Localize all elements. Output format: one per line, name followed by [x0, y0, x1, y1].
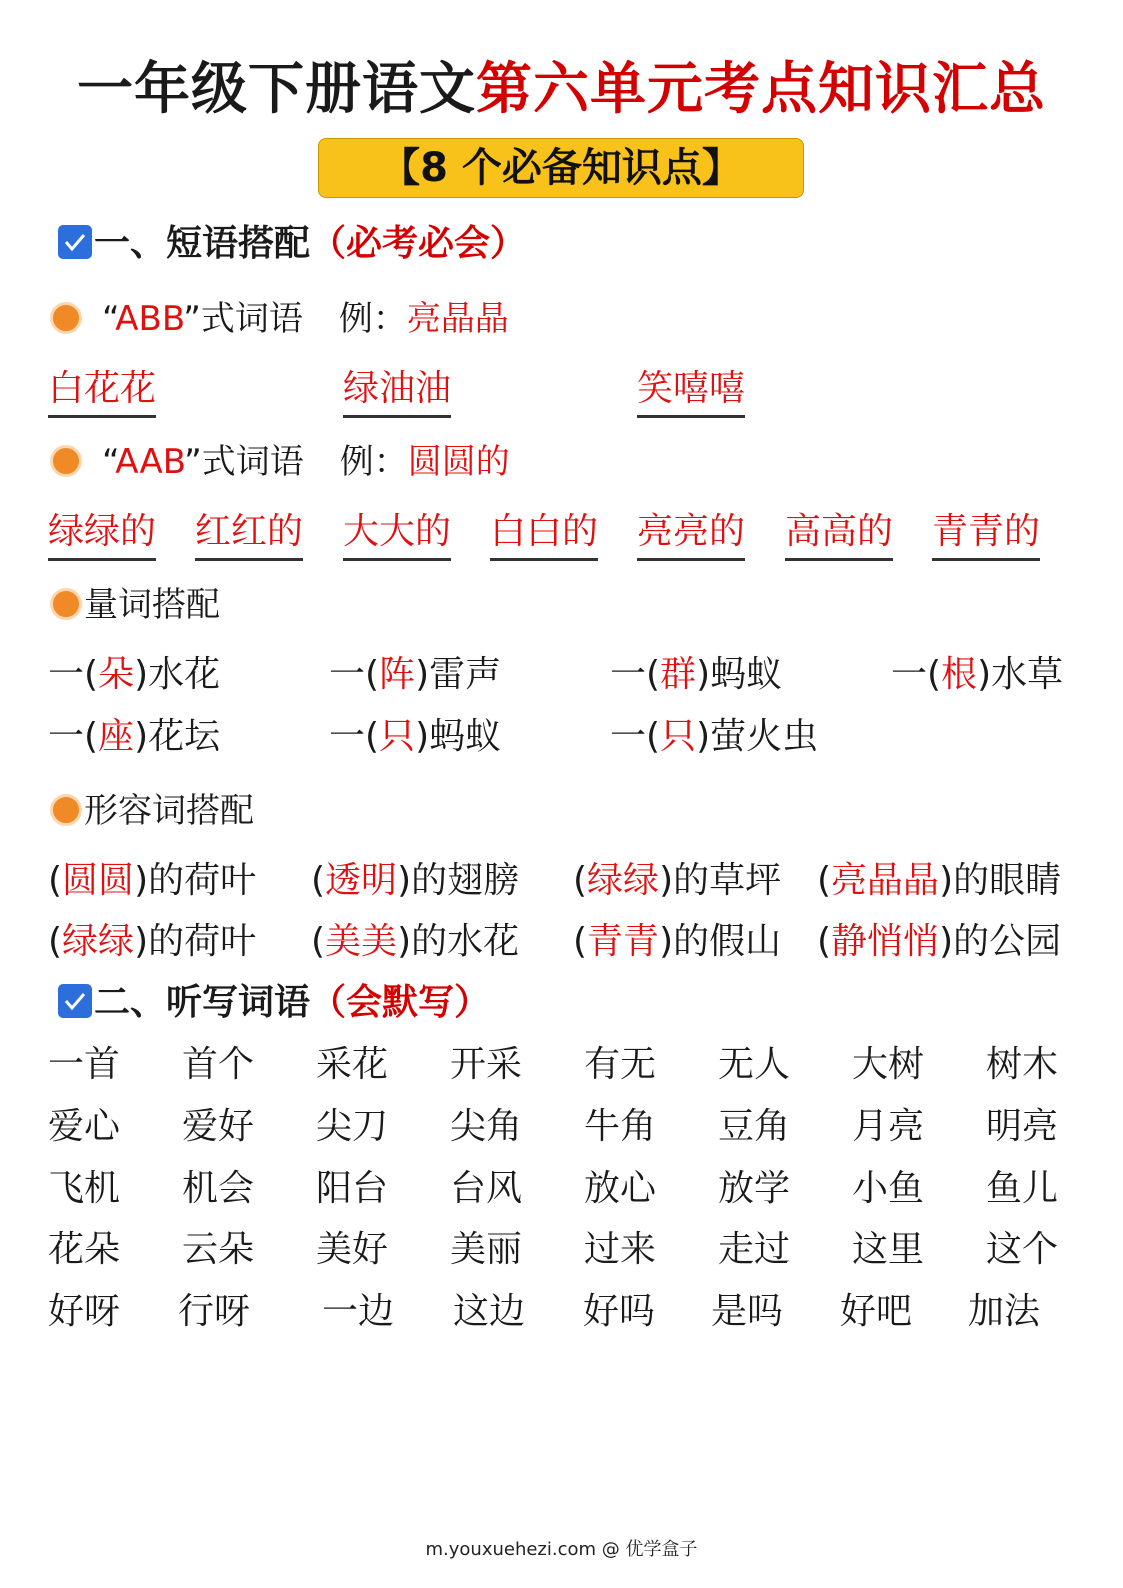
- bullet-dot-icon: [50, 302, 82, 334]
- aab-example: 圆圆的: [407, 442, 510, 482]
- aab-word: 亮亮的: [637, 507, 745, 561]
- aab-label: 式词语: [201, 442, 304, 482]
- abb-example-label: 例：: [338, 299, 407, 339]
- page-title: [0, 58, 1123, 122]
- aab-word: 大大的: [343, 507, 451, 561]
- adjective-heading-label: 形容词搭配: [84, 791, 254, 831]
- measure-item: 一(座)花坛: [48, 716, 221, 757]
- adjective-item: (亮晶晶)的眼睛: [817, 860, 1062, 901]
- aab-word: 青青的: [932, 507, 1040, 561]
- close-quote: ”: [183, 299, 201, 339]
- dictation-word: 好呀: [48, 1291, 121, 1332]
- dictation-word: 一边: [322, 1291, 395, 1332]
- dictation-word: 行呀: [178, 1291, 251, 1332]
- footer-source: m.youxuehezi.com @ 优学盒子: [425, 1539, 698, 1560]
- dictation-word: 爱好: [182, 1106, 255, 1147]
- dictation-word: 阳台: [316, 1168, 389, 1209]
- dictation-word: 放学: [718, 1168, 791, 1209]
- dictation-word: 好吧: [840, 1291, 913, 1332]
- dictation-word: 这边: [453, 1291, 526, 1332]
- dictation-word: 牛角: [584, 1106, 657, 1147]
- adjective-item: (绿绿)的荷叶: [48, 921, 257, 962]
- dictation-word: 明亮: [986, 1106, 1059, 1147]
- checkbox-checked-icon: [58, 225, 92, 259]
- abb-heading: [50, 295, 509, 343]
- adjective-item: (透明)的翅膀: [311, 860, 520, 901]
- dictation-word: 加法: [968, 1291, 1041, 1332]
- close-quote: ”: [184, 442, 202, 482]
- measure-item: 一(只)萤火虫: [610, 716, 819, 757]
- dictation-word: 飞机: [48, 1168, 121, 1209]
- measure-item: 一(阵)雷声: [329, 654, 502, 695]
- dictation-word: 这个: [986, 1229, 1059, 1270]
- open-quote: “: [102, 442, 116, 482]
- title-black: 一年级下册语文: [77, 57, 476, 122]
- section-1-heading: [58, 218, 526, 270]
- dictation-word: 无人: [718, 1044, 791, 1085]
- adjective-heading: [50, 787, 254, 835]
- dictation-word: 小鱼: [852, 1168, 925, 1209]
- open-quote: “: [102, 299, 116, 339]
- section-1-title: 一、短语搭配: [94, 223, 311, 264]
- key-points-banner: 【8 个必备知识点】: [318, 138, 804, 198]
- dictation-word: 花朵: [48, 1229, 121, 1270]
- dictation-word: 美好: [316, 1229, 389, 1270]
- dictation-word: 美丽: [450, 1229, 523, 1270]
- dictation-word: 树木: [986, 1044, 1059, 1085]
- aab-word: 绿绿的: [48, 507, 156, 561]
- section-2-note: （会默写）: [310, 982, 491, 1023]
- adjective-item: (圆圆)的荷叶: [48, 860, 257, 901]
- bullet-dot-icon: [50, 794, 82, 826]
- aab-word: 红红的: [195, 507, 303, 561]
- bullet-dot-icon: [50, 588, 82, 620]
- abb-word: 绿油油: [343, 364, 451, 418]
- measure-heading-label: 量词搭配: [84, 585, 220, 625]
- dictation-word: 尖刀: [316, 1106, 389, 1147]
- aab-word: 白白的: [490, 507, 598, 561]
- dictation-word: 走过: [718, 1229, 791, 1270]
- measure-item: 一(根)水草: [891, 654, 1064, 695]
- dictation-word: 首个: [182, 1044, 255, 1085]
- dictation-word: 尖角: [450, 1106, 523, 1147]
- dictation-word: 云朵: [182, 1229, 255, 1270]
- title-red: 第六单元考点知识汇总: [476, 57, 1046, 122]
- aab-word: 高高的: [785, 507, 893, 561]
- dictation-word: 这里: [852, 1229, 925, 1270]
- adjective-item: (青青)的假山: [573, 921, 782, 962]
- abb-label: 式词语: [200, 299, 303, 339]
- dictation-word: 是吗: [711, 1291, 784, 1332]
- dictation-word: 采花: [316, 1044, 389, 1085]
- dictation-word: 放心: [584, 1168, 657, 1209]
- dictation-word: 台风: [450, 1168, 523, 1209]
- measure-item: 一(只)蚂蚁: [329, 716, 502, 757]
- measure-item: 一(群)蚂蚁: [610, 654, 783, 695]
- section-2-title: 二、听写词语: [94, 982, 311, 1023]
- adjective-item: (美美)的水花: [311, 921, 520, 962]
- measure-heading: [50, 581, 220, 629]
- checkbox-checked-icon: [58, 984, 92, 1018]
- dictation-word: 豆角: [718, 1106, 791, 1147]
- dictation-word: 月亮: [852, 1106, 925, 1147]
- aab-heading: [50, 438, 510, 486]
- dictation-word: 好吗: [583, 1291, 656, 1332]
- dictation-word: 机会: [182, 1168, 255, 1209]
- dictation-word: 爱心: [48, 1106, 121, 1147]
- aab-example-label: 例：: [339, 442, 408, 482]
- abb-pattern: ABB: [115, 299, 184, 339]
- aab-pattern: AAB: [115, 442, 185, 482]
- abb-word: 笑嘻嘻: [637, 364, 745, 418]
- abb-example: 亮晶晶: [406, 299, 509, 339]
- dictation-word: 鱼儿: [986, 1168, 1059, 1209]
- dictation-word: 大树: [852, 1044, 925, 1085]
- measure-item: 一(朵)水花: [48, 654, 221, 695]
- section-1-note: （必考必会）: [310, 223, 527, 264]
- dictation-word: 有无: [584, 1044, 657, 1085]
- adjective-item: (绿绿)的草坪: [573, 860, 782, 901]
- dictation-word: 开采: [450, 1044, 523, 1085]
- abb-word: 白花花: [48, 364, 156, 418]
- section-2-heading: [58, 977, 490, 1029]
- dictation-word: 过来: [584, 1229, 657, 1270]
- adjective-item: (静悄悄)的公园: [817, 921, 1062, 962]
- dictation-word: 一首: [48, 1044, 121, 1085]
- bullet-dot-icon: [50, 445, 82, 477]
